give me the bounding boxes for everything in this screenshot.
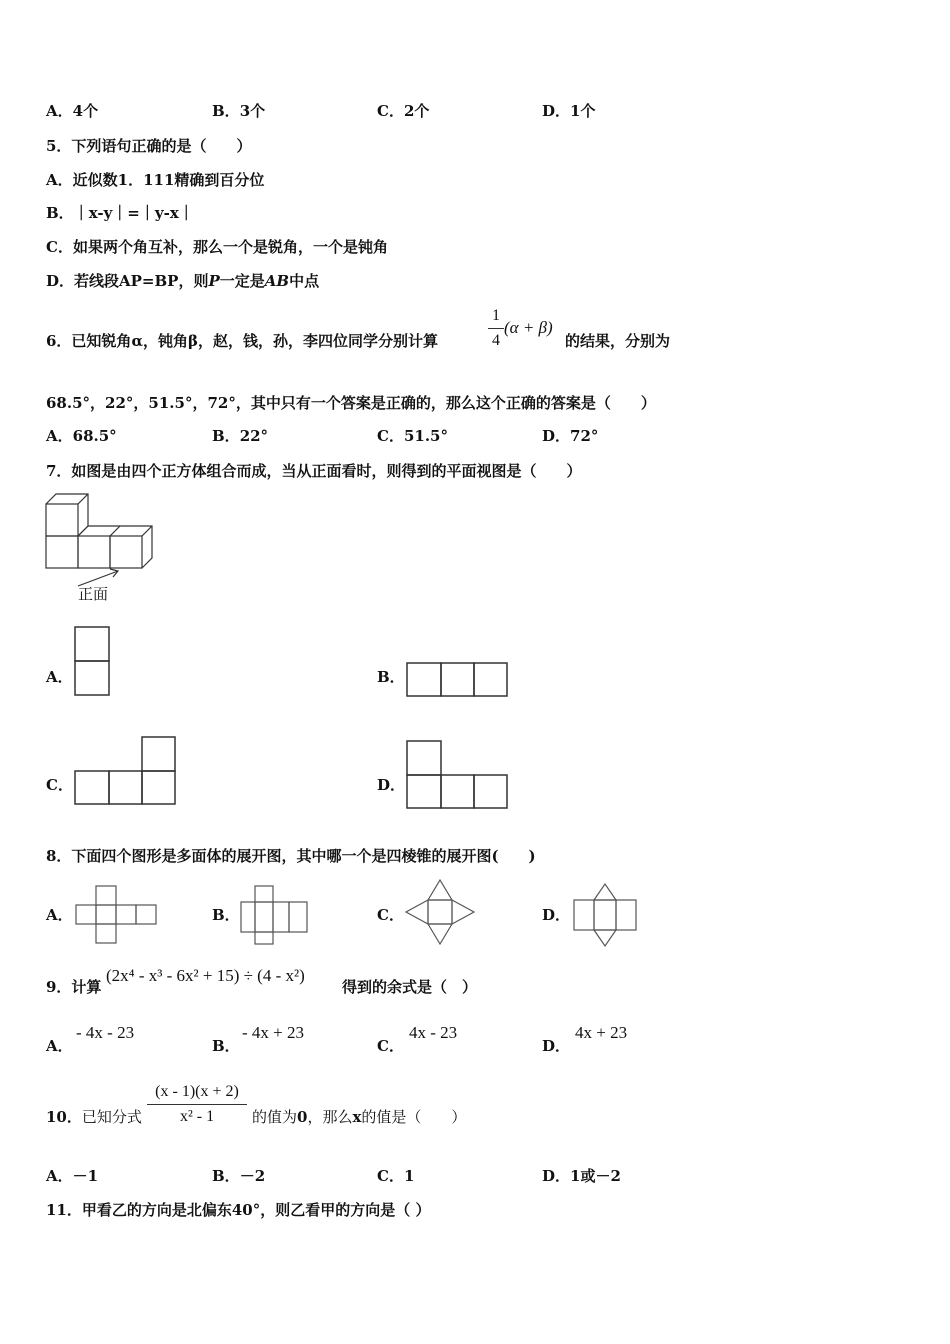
q10-option-a: A．－1	[46, 1167, 99, 1185]
q7-front-label: 正面	[78, 586, 109, 603]
q7-stem: 7．如图是由四个正方体组合而成，当从正面看时，则得到的平面视图是（ ）	[46, 462, 582, 480]
q6-fraction	[488, 306, 504, 351]
q6-expression: (α + β)	[504, 318, 553, 337]
q6-option-c: C．51.5°	[377, 427, 448, 445]
q7-option-c-figure	[74, 736, 178, 806]
q8-stem: 8．下面四个图形是多面体的展开图，其中哪一个是四棱锥的展开图( )	[46, 847, 536, 865]
q7-option-d-label: D．	[377, 776, 406, 794]
q8-option-a-label: A．	[46, 906, 73, 924]
q9-option-b-expr: - 4x + 23	[242, 1023, 304, 1042]
q6-frac-numerator: 1	[492, 307, 500, 324]
q4-option-b: B．3个	[212, 102, 266, 120]
q5-option-b: B．｜x-y｜=｜y-x｜	[46, 204, 194, 222]
q10-option-b: B．－2	[212, 1167, 266, 1185]
q6-option-a: A．68.5°	[46, 427, 117, 445]
q8-option-b-net	[240, 884, 310, 946]
q7-option-d-figure	[406, 740, 510, 810]
q9-option-a-expr: - 4x - 23	[76, 1023, 135, 1042]
q9-stem: 9．计算	[46, 978, 102, 996]
q5-option-a: A．近似数1．111精确到百分位	[46, 171, 265, 189]
q6-option-d: D．72°	[542, 427, 599, 445]
q7-option-b-label: B．	[377, 668, 405, 686]
q5-option-d: D．若线段AP=BP，则P一定是AB中点	[46, 272, 320, 290]
q10-fraction	[147, 1082, 247, 1127]
q7-option-a-figure	[74, 626, 112, 698]
q10-stem: 10．已知分式	[46, 1108, 142, 1126]
q9-option-c-expr: 4x - 23	[409, 1023, 458, 1042]
q9-option-a-label: A．	[46, 1037, 73, 1055]
q5-stem: 5．下列语句正确的是（ ）	[46, 137, 252, 155]
q7-option-a-label: A．	[46, 668, 73, 686]
q10-option-c: C．1	[377, 1167, 415, 1185]
q8-option-a-net	[75, 884, 159, 946]
q6-frac-denominator: 4	[492, 332, 500, 349]
q4-option-a: A．4个	[46, 102, 99, 120]
q11-stem: 11．甲看乙的方向是北偏东40°，则乙看甲的方向是（ ）	[46, 1201, 431, 1219]
q5-option-c: C．如果两个角互补，那么一个是锐角，一个是钝角	[46, 238, 388, 256]
q10-stem-end: 的值为0，那么x的值是（ ）	[252, 1108, 467, 1126]
q10-option-d: D．1或－2	[542, 1167, 621, 1185]
q10-frac-numerator: (x - 1)(x + 2)	[155, 1083, 239, 1100]
q8-option-b-label: B．	[212, 906, 240, 924]
q6-option-b: B．22°	[212, 427, 269, 445]
q7-cube-figure	[40, 488, 170, 580]
q6-stem: 6．已知锐角α，钝角β，赵，钱，孙，李四位同学分别计算	[46, 332, 438, 350]
q6-stem-end: 的结果，分别为	[565, 332, 671, 350]
q6-stem-line2: 68.5°，22°，51.5°，72°，其中只有一个答案是正确的，那么这个正确的答案是（ ）	[46, 394, 656, 412]
q8-option-c-net	[404, 878, 476, 946]
q7-option-c-label: C．	[46, 776, 73, 794]
q8-option-c-label: C．	[377, 906, 404, 924]
q7-option-b-figure	[406, 662, 510, 698]
q9-option-c-label: C．	[377, 1037, 404, 1055]
q6-frac-bar	[488, 328, 504, 329]
q4-option-d: D．1个	[542, 102, 596, 120]
q8-option-d-net	[572, 882, 640, 948]
q10-frac-bar	[147, 1104, 247, 1105]
q9-option-d-expr: 4x + 23	[575, 1023, 628, 1042]
q9-option-b-label: B．	[212, 1037, 240, 1055]
q9-option-d-label: D．	[542, 1037, 571, 1055]
q9-expression: (2x⁴ - x³ - 6x² + 15) ÷ (4 - x²)	[106, 966, 305, 985]
q4-option-c: C．2个	[377, 102, 430, 120]
q10-frac-denominator: x² - 1	[179, 1108, 215, 1125]
q8-option-d-label: D．	[542, 906, 571, 924]
q9-stem-end: 得到的余式是（ ）	[342, 978, 478, 996]
